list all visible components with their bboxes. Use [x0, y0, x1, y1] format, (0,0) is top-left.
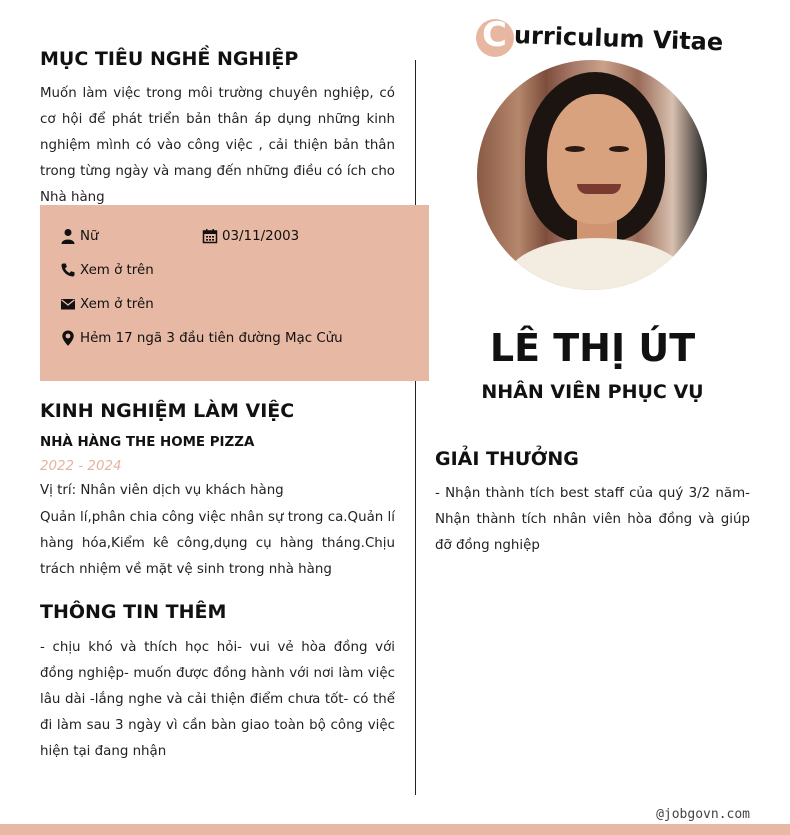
job-description: Quản lí,phân chia công việc nhân sự trong ca.Quản lí hàng hóa,Kiểm kê công,dụng cụ hàng tháng.Chịu trách nhiệm về mặt vệ sinh trong nhà hàng [40, 510, 395, 577]
location-pin-icon [60, 330, 76, 346]
experience-heading: KINH NGHIỆM LÀM VIỆC [40, 400, 295, 422]
phone-icon [60, 262, 76, 278]
footer-watermark: @jobgovn.com [656, 807, 750, 822]
info-phone [60, 262, 154, 278]
phone-value: Xem ở trên [80, 262, 154, 278]
logo-text: urriculum Vitae [513, 21, 724, 57]
awards-heading: GIẢI THƯỞNG [435, 448, 579, 470]
calendar-icon [202, 228, 218, 244]
objective-heading: MỤC TIÊU NGHỀ NGHIỆP [40, 48, 299, 70]
person-name: LÊ THỊ ÚT [489, 326, 696, 370]
awards-text: - Nhận thành tích best staff của quý 3/2 năm-Nhận thành tích nhân viên hòa đồng và giúp đỡ đồng nghiệp [435, 486, 750, 553]
additional-text: - chịu khó và thích học hỏi- vui vẻ hòa đồng với đồng nghiệp- muốn được đồng hành với nơi làm việc lâu dài -lắng nghe và cải thiện điểm chưa tốt- có thể đi làm sau 3 ngày vì cần bàn giao toàn bộ công việc hiện tại đang nhận [40, 640, 395, 759]
person-role: NHÂN VIÊN PHỤC VỤ [481, 381, 704, 403]
person-icon [60, 228, 76, 244]
avatar [477, 60, 707, 290]
info-birthday [202, 228, 299, 244]
objective-text: Muốn làm việc trong môi trường chuyên nghiệp, có cơ hội để phát triển bản thân áp dụng những kinh nghiệm mình có vào công việc , cải thiện bản thân trong từng ngày và mang đến những điều có ích cho Nhà hàng [40, 86, 395, 205]
info-gender [60, 228, 99, 244]
info-address [60, 330, 343, 346]
footer-bar [0, 824, 790, 835]
envelope-icon [60, 296, 76, 312]
company-name: NHÀ HÀNG THE HOME PIZZA [40, 435, 255, 450]
work-years: 2022 - 2024 [40, 459, 122, 474]
logo-first-letter: C [482, 15, 507, 55]
gender-value: Nữ [80, 228, 99, 244]
contact-info-box [40, 205, 429, 381]
additional-heading: THÔNG TIN THÊM [40, 601, 227, 623]
cv-logo [476, 15, 724, 58]
birthday-value: 03/11/2003 [222, 228, 300, 244]
column-divider [415, 60, 416, 795]
address-value: Hẻm 17 ngã 3 đầu tiên đường Mạc Cửu [80, 330, 343, 346]
email-value: Xem ở trên [80, 296, 154, 312]
info-email [60, 296, 154, 312]
job-position: Vị trí: Nhân viên dịch vụ khách hàng [40, 483, 284, 498]
